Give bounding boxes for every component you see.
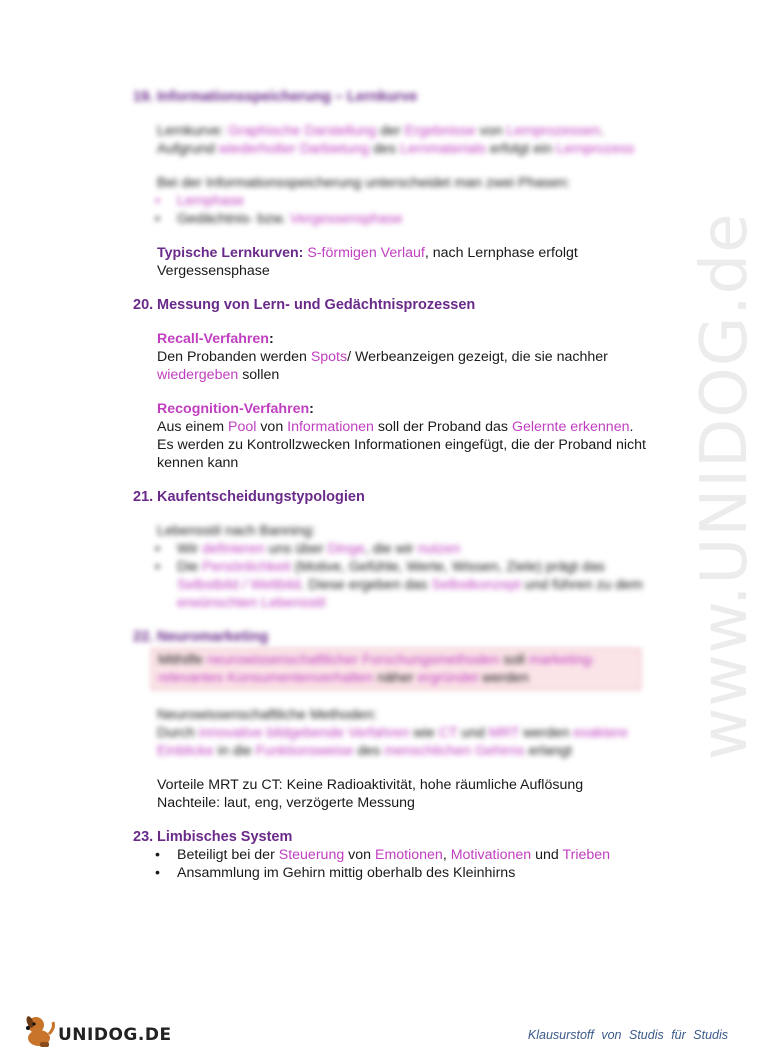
recognition-title: Recognition-Verfahren: (157, 401, 314, 417)
lifestyle-intro: Lebensstil nach Banning: (157, 523, 316, 539)
footer-tagline: Klausurstoff von Studis für Studis (527, 1028, 728, 1042)
list-item: • Wir definieren uns über Dinge, die wir nutzen (153, 540, 653, 558)
dog-icon (22, 1012, 56, 1048)
logo-text: UNIDOG.DE (58, 1025, 172, 1045)
section-21 (133, 488, 653, 612)
section-22-heading: 22. Neuromarketing (133, 629, 269, 645)
phases-intro: Bei der Informationsspeicherung unterscheidet man zwei Phasen: (157, 175, 571, 191)
section-22-blurred (133, 628, 653, 760)
unidog-logo[interactable] (22, 1012, 172, 1048)
section-19-blurred (133, 88, 653, 228)
neuromarketing-definition: Mithilfe neurowissenschaftlicher Forschungsmethoden soll marketing-relevantes Konsumentenverhalten näher ergründet werden (158, 652, 596, 686)
list-item: • Gedächtnis- bzw. Vergessensphase (153, 210, 653, 228)
recognition-text: Aus einem Pool von Informationen soll der Proband das Gelernte erkennen. Es werden zu Kontrollzwecken Informationen eingefügt, die der Proband nicht kennen kann (157, 419, 646, 471)
phases-list (133, 192, 653, 228)
section-21-blurred (133, 522, 653, 612)
neuromarketing-definition-box (151, 648, 641, 690)
section-22 (133, 628, 653, 812)
list-item: • Die Persönlichkeit (Motive, Gefühle, Werte, Wissen, Ziele) prägt das Selbstbild / Weltbild. Diese ergeben das Selbstkonzept und führen zu dem erwünschten Lebensstil (153, 558, 653, 612)
recall-title: Recall-Verfahren: (157, 331, 274, 347)
section-19-heading: 19. Informationsspeicherung – Lernkurve (133, 89, 418, 105)
limbic-list (133, 846, 653, 882)
methods-title: Neurowissenschaftliche Methoden: (157, 707, 378, 723)
section-21-heading: 21. Kaufentscheidungstypologien (133, 489, 365, 505)
section-20-heading: 20. Messung von Lern- und Gedächtnisprozessen (133, 297, 476, 313)
document-content (133, 88, 653, 898)
list-item: • Lernphase (153, 192, 653, 210)
section-19 (133, 88, 653, 280)
mri-disadvantages: Nachteile: laut, eng, verzögerte Messung (157, 795, 415, 811)
list-item: • Beteiligt bei der Steuerung von Emotionen, Motivationen und Trieben (153, 846, 653, 864)
methods-text: Durch innovative bildgebende Verfahren wie CT und MRT werden exaktere Einblicke in die Funktionsweise des menschlichen Gehirns erlangt (157, 725, 628, 759)
section-20 (133, 296, 653, 472)
list-item: • Ansammlung im Gehirn mittig oberhalb des Kleinhirns (153, 864, 653, 882)
mri-advantages: Vorteile MRT zu CT: Keine Radioaktivität, hohe räumliche Auflösung (157, 777, 584, 793)
section-23 (133, 828, 653, 882)
section-23-heading: 23. Limbisches System (133, 829, 293, 845)
recall-text: Den Probanden werden Spots/ Werbeanzeigen gezeigt, die sie nachher wiedergeben sollen (157, 349, 608, 383)
lernkurve-definition: Lernkurve: Graphische Darstellung der Ergebnisse von Lernprozessen. Aufgrund wiederholter Darbietung des Lernmaterials erfolgt ein Lernprozess (157, 123, 635, 157)
lifestyle-list (133, 540, 653, 612)
typical-learning-curves: Typische Lernkurven: S-förmigen Verlauf, nach Lernphase erfolgt Vergessensphase (157, 245, 578, 279)
watermark: www.UNIDOG.de (688, 212, 762, 760)
